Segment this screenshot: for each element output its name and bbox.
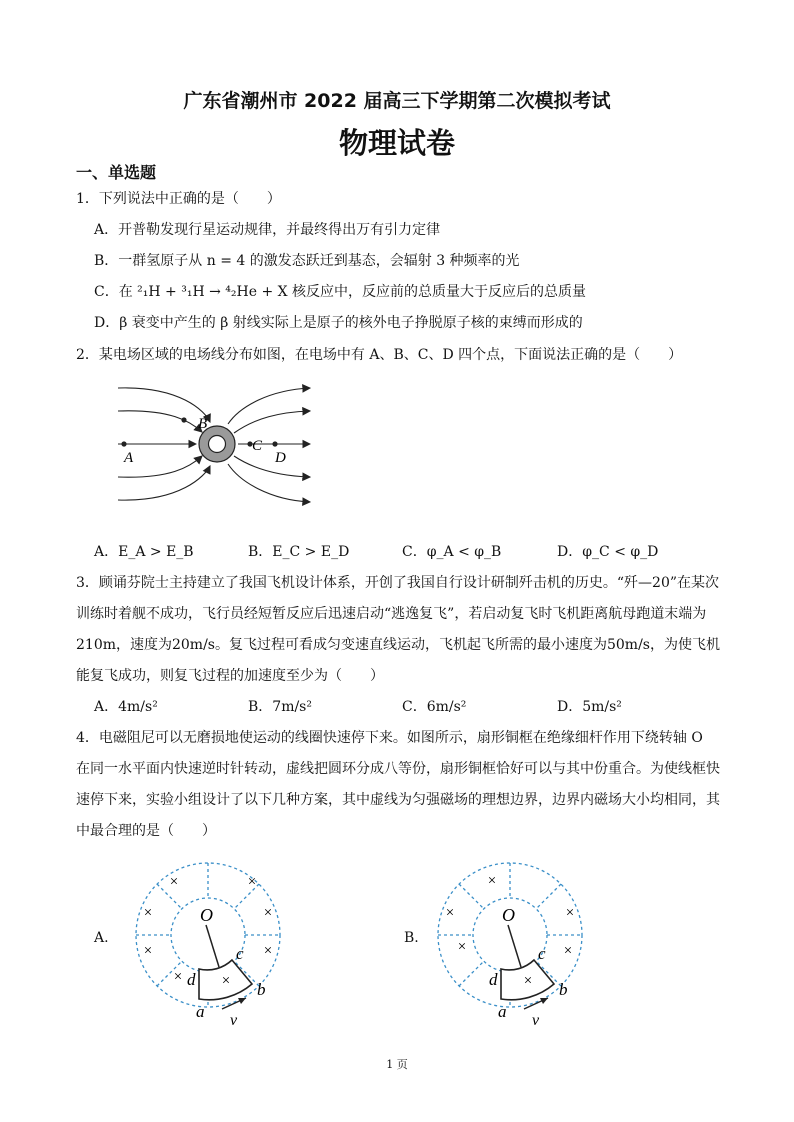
field-line: [118, 388, 210, 422]
corner-c-label: c: [538, 944, 546, 963]
field-mark: ×: [445, 905, 455, 921]
field-mark: ×: [487, 873, 497, 889]
question-1-option-d: D．β 衰变中产生的 β 射线实际上是原子的核外电子挣脱原子核的束缚而形成的: [94, 315, 583, 331]
field-mark: ×: [263, 905, 273, 921]
field-mark: ×: [221, 973, 231, 989]
question-2-option-b: B．E_C > E_D: [248, 544, 350, 560]
field-line: [234, 456, 310, 477]
point-d-dot: [272, 441, 277, 446]
question-4-text: 4．电磁阻尼可以无磨损地使运动的线圈快速停下来。如图所示，扇形铜框在绝缘细杆作用下绕转轴 O 在同一水平面内快速逆时针转动，虚线把圆环分成八等份，扇形铜框恰好可以与其中份重合。为使线框快速停下来，实验小组设计了以下几种方案，其中虚线为匀强磁场的理想边界，边界内磁场大小均相同，其中最合理的是（ ）: [76, 730, 720, 839]
axis-o-label: O: [502, 905, 515, 925]
question-2-option-c: C．φ_A < φ_B: [402, 544, 502, 560]
corner-c-label: c: [236, 944, 244, 963]
question-3-text: 3．顾诵芬院士主持建立了我国飞机设计体系，开创了我国自行设计研制歼击机的历史。“歼—20”在某次训练时着舰不成功，飞行员经短暂反应后迅速启动“逃逸复飞”，若启动复飞时飞机距离航母跑道末端为210m，速度为20m/s。复飞过程可看成匀变速直线运动，飞机起飞所需的最小速度为50m/s，为使飞机能复飞成功，则复飞过程的加速度至少为（ ）: [76, 575, 720, 684]
field-mark: ×: [169, 874, 179, 890]
corner-a-label: a: [196, 1002, 205, 1021]
field-line: [118, 411, 202, 432]
question-2-option-a: A．E_A > E_B: [94, 544, 194, 560]
question-1-stem: 1．下列说法中正确的是（ ）: [76, 191, 281, 207]
field-mark: ×: [247, 874, 257, 890]
question-4-option-a-label: A.: [94, 930, 109, 946]
insulating-rod: [508, 925, 521, 967]
fan-frame-diagram-a: [118, 855, 298, 1025]
axis-o-label: O: [200, 905, 213, 925]
field-line: [228, 388, 310, 424]
field-mark: ×: [565, 905, 575, 921]
question-1-option-a: A．开普勒发现行星运动规律，并最终得出万有引力定律: [94, 222, 441, 238]
point-a-label: A: [124, 450, 134, 466]
point-d-label: D: [275, 450, 286, 466]
question-2-stem: 2．某电场区域的电场线分布如图，在电场中有 A、B、C、D 四个点，下面说法正确的是（ ）: [76, 347, 683, 363]
corner-b-label: b: [559, 980, 568, 999]
insulating-rod: [206, 925, 219, 967]
field-line: [234, 411, 310, 433]
question-1-option-b: B．一群氢原子从 n = 4 的激发态跃迁到基态，会辐射 3 种频率的光: [94, 253, 520, 269]
page-number: 1 页: [386, 1058, 408, 1071]
field-mark: ×: [563, 943, 573, 959]
field-line: [228, 464, 310, 502]
field-mark: ×: [457, 939, 467, 955]
question-2-option-d: D．φ_C < φ_D: [557, 544, 659, 560]
question-4-option-b-label: B.: [404, 930, 419, 946]
question-1-option-c: C．在 ²₁H + ³₁H → ⁴₂He + X 核反应中，反应前的总质量大于反应后的总质量: [94, 284, 587, 300]
field-mark: ×: [523, 973, 533, 989]
field-mark: ×: [173, 969, 183, 985]
fan-frame-diagram-b: [420, 855, 600, 1025]
section-heading: 一、单选题: [76, 163, 157, 182]
corner-a-label: a: [498, 1002, 507, 1021]
corner-d-label: d: [489, 970, 498, 989]
question-3-option-a: A．4m/s²: [94, 699, 158, 715]
point-b-label: B: [198, 416, 208, 432]
question-3-option-c: C．6m/s²: [402, 699, 467, 715]
question-3-option-d: D．5m/s²: [557, 699, 622, 715]
electric-field-diagram: [110, 376, 320, 516]
field-mark: ×: [143, 943, 153, 959]
point-a-dot: [121, 441, 126, 446]
ring-hole: [209, 436, 226, 453]
field-mark: ×: [143, 905, 153, 921]
exam-title: 广东省潮州市 2022 届高三下学期第二次模拟考试: [183, 90, 611, 112]
corner-d-label: d: [187, 970, 196, 989]
exam-subject: 物理试卷: [338, 126, 455, 160]
velocity-label: v: [230, 1012, 238, 1025]
question-3-option-b: B．7m/s²: [248, 699, 312, 715]
point-b-dot: [181, 417, 186, 422]
field-mark: ×: [263, 943, 273, 959]
corner-b-label: b: [257, 980, 266, 999]
field-line: [118, 466, 210, 500]
point-c-label: C: [252, 438, 263, 454]
velocity-label: v: [532, 1012, 540, 1025]
